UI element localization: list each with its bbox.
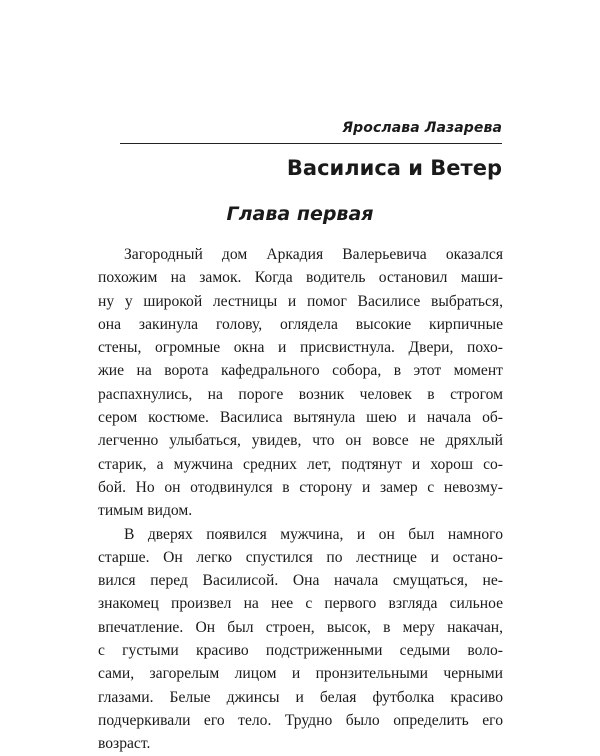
text-line: она закинула голову, оглядела высокие кирпичные [98, 315, 503, 333]
text-line: глазами. Белые джинсы и белая футболка красиво [98, 688, 503, 706]
text-line: старше. Он легко спустился по лестнице и остано- [98, 548, 503, 566]
text-line: с густыми красиво подстриженными седыми воло- [98, 642, 503, 660]
text-line: сами, загорелым лицом и пронзительными черными [98, 665, 503, 683]
text-line: Загородный дом Аркадия Валерьевича оказался [124, 246, 503, 263]
text-line: возраст. [98, 735, 151, 753]
text-line: В дверях появился мужчина, и он был намного [124, 525, 503, 543]
text-line: сером костюме. Василиса вытянула шею и начала об- [98, 409, 503, 427]
text-line: впечатление. Он был строен, высок, в меру накачан, [98, 618, 503, 636]
text-line: распахнулись, на пороге возник человек в строгом [98, 385, 503, 403]
running-header-author: Ярослава Лазарева [342, 120, 502, 136]
header-rule [120, 143, 502, 144]
text-line: бой. Но он отодвинулся в сторону и замер с невозму- [98, 478, 503, 496]
book-title: Василиса и Ветер [286, 156, 502, 180]
text-line: стены, огромные окна и присвистнула. Двери, похо- [98, 339, 503, 357]
body-text [98, 243, 503, 756]
text-line: похожим на замок. Когда водитель остановил маши- [98, 269, 503, 287]
chapter-title: Глава первая [226, 203, 374, 225]
text-line: вился перед Василисой. Она начала смущаться, не- [98, 572, 503, 590]
text-line: подчеркивали его тело. Трудно было определить его [98, 711, 503, 729]
text-line: старик, а мужчина средних лет, подтянут и хорош со- [98, 455, 503, 473]
text-line: жие на ворота кафедрального собора, в этот момент [98, 362, 503, 380]
text-line: знакомец произвел на нее с первого взгляда сильное [98, 595, 503, 613]
text-line: ну у широкой лестницы и помог Василисе выбраться, [98, 292, 503, 310]
text-line: легченно улыбаться, увидев, что он вовсе не дряхлый [98, 432, 503, 450]
text-line: тимым видом. [98, 502, 193, 520]
